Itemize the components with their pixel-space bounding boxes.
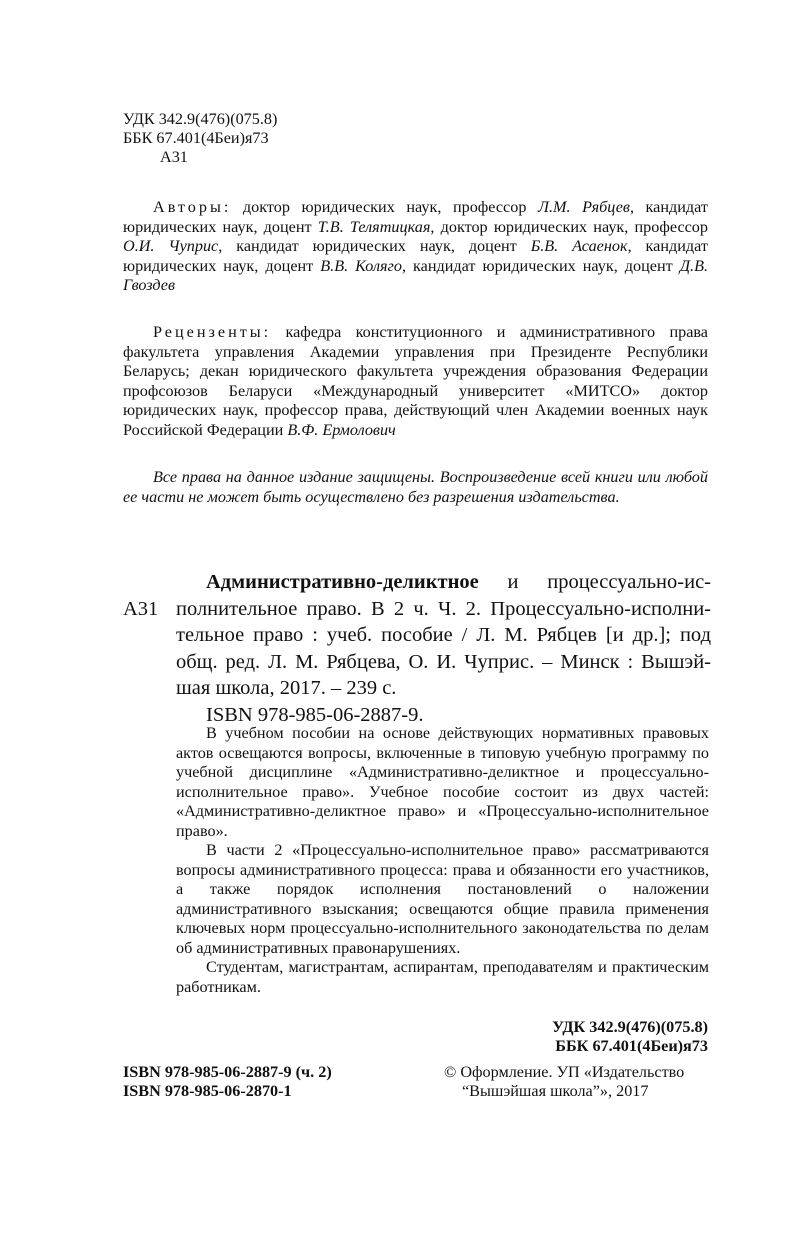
reviewers-label: Рецензенты:	[153, 323, 272, 341]
copyright-line: © Оформление. УП «Издательство	[444, 1063, 685, 1081]
catalog-isbn: ISBN 978-985-06-2887-9.	[206, 703, 424, 726]
author-mark: А31	[160, 148, 188, 166]
catalog-entry	[176, 569, 711, 728]
catalog-line	[176, 569, 711, 596]
author-name: Б.В. Асаенок	[530, 237, 628, 255]
reviewers-block	[123, 323, 708, 440]
footer-udk: УДК 342.9(476)(075.8)	[552, 1018, 708, 1036]
catalog-line-text: и процессуально-ис-	[478, 571, 711, 593]
annotation-paragraph: Студентам, магистрантам, аспирантам, преподавателям и практическим работникам.	[176, 958, 709, 996]
authors-block	[123, 198, 708, 296]
annotation-paragraph: В части 2 «Процессуально-исполнительное право» рассматриваются вопросы административного процесса: права и обязанности его участников, а также порядок исполнения постановлений о наложении административного взыскания; освещаются общие правила применения ключевых норм процессуально-исполнительного законодательства по делам об административных правонарушениях.	[176, 841, 709, 957]
catalog-line: тельное право : учеб. пособие / Л. М. Рябцев [и др.]; под	[176, 624, 711, 646]
isbn-part: ISBN 978-985-06-2887-9 (ч. 2)	[123, 1063, 332, 1081]
bbk-code: ББК 67.401(4Беи)я73	[123, 129, 269, 147]
author-name: О.И. Чуприс	[123, 237, 219, 255]
catalog-title: Административно-деликтное	[206, 571, 479, 593]
authors-text: , кандидат юридических наук, доцент	[123, 237, 708, 275]
annotation-paragraph: В учебном пособии на основе действующих нормативных правовых актов освещаются вопросы, включенные в типовую учебную программу по учебной дисциплине «Административно-деликтное и процессуально-исполнительное право». Учебное пособие состоит из двух частей: «Административно-деликтное право» и «Процессуально-исполнительное право».	[176, 724, 709, 840]
rights-notice: Все права на данное издание защищены. Воспроизведение всей книги или любой ее части не может быть осуществлено без разрешения издательства.	[123, 468, 708, 506]
authors-text: , кандидат юридических наук, доцент	[218, 237, 531, 255]
authors-text: , кандидат юридических наук, доцент	[401, 256, 680, 275]
author-name: В.В. Коляго	[320, 256, 402, 275]
copyright-line: “Вышэйшая школа”», 2017	[462, 1082, 649, 1100]
catalog-line: шая школа, 2017. – 239 с.	[176, 677, 397, 699]
authors-label: Авторы:	[153, 198, 232, 216]
reviewer-name: В.Ф. Ермолович	[287, 420, 396, 439]
udk-code: УДК 342.9(476)(075.8)	[123, 110, 278, 128]
catalog-line: общ. ред. Л. М. Рябцева, О. И. Чуприс. – Минск : Вышэй-	[176, 650, 711, 673]
annotation-block	[176, 724, 709, 997]
author-name: Д.В. Гвоздев	[123, 256, 709, 294]
authors-text: , кандидат юридических наук, доцент	[123, 198, 708, 236]
author-name: Л.М. Рябцев	[537, 198, 630, 216]
isbn-set: ISBN 978-985-06-2870-1	[123, 1082, 292, 1100]
catalog-mark: А31	[123, 598, 159, 620]
footer-bbk: ББК 67.401(4Беи)я73	[555, 1037, 708, 1055]
reviewers-text: кафедра конституционного и административного права факультета управления Академии управления при Президенте Республики Беларусь; декан юридического факультета учреждения образования Федерации профсоюзов Беларуси «Международный университет «МИТСО» доктор юридических наук, профессор права, действующий член Академии военных наук Российской Федерации	[123, 323, 708, 439]
authors-text: , доктор юридических наук, профессор	[430, 217, 708, 236]
author-name: Т.В. Телятицкая	[317, 217, 431, 236]
authors-text: доктор юридических наук, профессор	[242, 198, 538, 216]
catalog-line: полнительное право. В 2 ч. Ч. 2. Процессуально-исполни-	[176, 597, 711, 620]
